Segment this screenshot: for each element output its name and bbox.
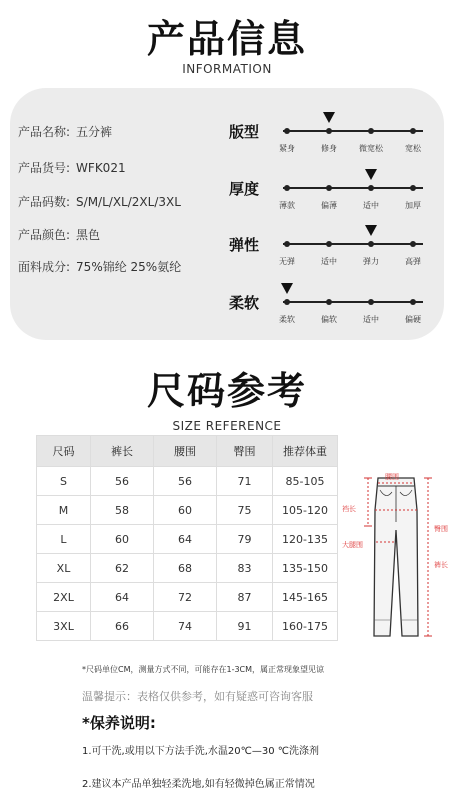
scale-tick-label: 柔软	[279, 315, 295, 324]
scale-dot	[284, 185, 290, 191]
scale-dot	[410, 241, 416, 247]
header-cell: 尺码	[37, 436, 91, 467]
info-row-name	[18, 123, 112, 140]
table-cell: 71	[217, 467, 273, 496]
table-cell: 91	[217, 612, 273, 641]
size-table	[36, 435, 338, 641]
table-row	[37, 583, 338, 612]
care-item: 2.建议本产品单独轻柔洗地,如有轻微掉色属正常情况	[82, 779, 315, 790]
scale-dot	[368, 241, 374, 247]
table-row	[37, 525, 338, 554]
size-reference-subtitle: SIZE REFERENCE	[172, 419, 282, 433]
table-cell: 75	[217, 496, 273, 525]
product-info-subtitle: INFORMATION	[182, 62, 272, 76]
info-label: 产品颜色:	[18, 228, 71, 242]
table-cell: 58	[91, 496, 154, 525]
scale-tick-label: 偏软	[321, 315, 337, 324]
scale-marker-icon	[365, 225, 377, 236]
info-value: 黑色	[76, 228, 101, 242]
info-value: 75%锦纶 25%氨纶	[76, 260, 182, 274]
table-cell: 3XL	[37, 612, 91, 641]
scale-name: 柔软	[229, 294, 260, 312]
table-cell: XL	[37, 554, 91, 583]
table-cell: 56	[91, 467, 154, 496]
info-value: S/M/L/XL/2XL/3XL	[76, 195, 181, 209]
scale-marker-icon	[281, 283, 293, 294]
scale-tick-label: 适中	[321, 257, 337, 266]
scale-name: 版型	[229, 123, 260, 141]
product-info-title: 产品信息	[146, 17, 307, 61]
label-length: 裤长	[434, 561, 448, 569]
info-row-fabric	[18, 258, 181, 275]
scale-dot	[368, 185, 374, 191]
scale-tick-label: 微宽松	[359, 144, 383, 153]
scale-dot	[326, 299, 332, 305]
scale-line	[283, 187, 423, 189]
scale-tick-label: 弹力	[363, 257, 379, 266]
size-table-wrapper	[36, 435, 338, 641]
scale-dot	[326, 241, 332, 247]
table-cell: 68	[154, 554, 217, 583]
table-cell: 60	[91, 525, 154, 554]
table-cell: 2XL	[37, 583, 91, 612]
label-rise: 裆长	[342, 505, 356, 513]
table-cell: 145-165	[273, 583, 338, 612]
scale-tick-label: 适中	[363, 201, 379, 210]
table-cell: 85-105	[273, 467, 338, 496]
info-label: 产品名称:	[18, 125, 71, 139]
table-cell: 60	[154, 496, 217, 525]
scale-tick-label: 修身	[321, 144, 337, 153]
info-row-sku	[18, 159, 126, 176]
scale-dot	[368, 128, 374, 134]
scale-tick-label: 偏硬	[405, 315, 421, 324]
info-row-sizes	[18, 193, 181, 210]
scale-line	[283, 301, 423, 303]
header-cell: 推荐体重	[273, 436, 338, 467]
table-cell: 79	[217, 525, 273, 554]
header-cell: 腰围	[154, 436, 217, 467]
care-title: *保养说明:	[82, 714, 156, 732]
table-cell: 87	[217, 583, 273, 612]
scale-line	[283, 130, 423, 132]
table-cell: 64	[91, 583, 154, 612]
info-value: WFK021	[76, 161, 126, 175]
info-label: 面料成分:	[18, 260, 71, 274]
scale-dot	[410, 128, 416, 134]
info-row-color	[18, 226, 100, 243]
scale-dot	[284, 128, 290, 134]
scale-tick-label: 加厚	[405, 201, 421, 210]
scale-line	[283, 243, 423, 245]
scale-tick-label: 宽松	[405, 144, 421, 153]
size-table-header-row	[37, 436, 338, 467]
table-cell: M	[37, 496, 91, 525]
unit-note: *尺码单位CM，测量方式不同，可能存在1-3CM，属正常现象望见谅	[82, 665, 325, 674]
label-waist: 腰围	[385, 473, 399, 481]
scale-dot	[284, 241, 290, 247]
table-cell: 120-135	[273, 525, 338, 554]
scale-dot	[410, 299, 416, 305]
scale-dot	[368, 299, 374, 305]
table-cell: 56	[154, 467, 217, 496]
info-label: 产品货号:	[18, 161, 71, 175]
label-hip: 臀围	[434, 525, 448, 533]
table-row	[37, 612, 338, 641]
size-reference-title: 尺码参考	[146, 369, 307, 413]
table-cell: S	[37, 467, 91, 496]
scale-dot	[284, 299, 290, 305]
size-table-body	[37, 467, 338, 641]
scale-marker-icon	[365, 169, 377, 180]
scale-marker-icon	[323, 112, 335, 123]
header-cell: 裤长	[91, 436, 154, 467]
warm-tip: 温馨提示：表格仅供参考，如有疑惑可咨询客服	[82, 690, 313, 703]
scale-tick-label: 高弹	[405, 257, 421, 266]
table-cell: 74	[154, 612, 217, 641]
scale-dot	[326, 128, 332, 134]
scale-name: 弹性	[229, 236, 260, 254]
scale-tick-label: 适中	[363, 315, 379, 324]
scale-tick-label: 薄款	[279, 201, 295, 210]
pants-diagram	[338, 460, 454, 645]
table-cell: 72	[154, 583, 217, 612]
header-cell: 臀围	[217, 436, 273, 467]
scale-dot	[326, 185, 332, 191]
table-cell: 64	[154, 525, 217, 554]
scale-dot	[410, 185, 416, 191]
info-value: 五分裤	[76, 125, 113, 139]
table-cell: 66	[91, 612, 154, 641]
table-cell: 83	[217, 554, 273, 583]
table-row	[37, 467, 338, 496]
table-cell: 105-120	[273, 496, 338, 525]
table-cell: 160-175	[273, 612, 338, 641]
scale-tick-label: 紧身	[279, 144, 295, 153]
table-cell: 62	[91, 554, 154, 583]
table-cell: L	[37, 525, 91, 554]
info-label: 产品码数:	[18, 195, 71, 209]
scale-name: 厚度	[229, 180, 260, 198]
care-item: 1.可干洗,或用以下方法手洗,水温20℃—30 ℃洗涤剂	[82, 746, 319, 757]
table-row	[37, 496, 338, 525]
table-cell: 135-150	[273, 554, 338, 583]
table-row	[37, 554, 338, 583]
scale-tick-label: 无弹	[279, 257, 295, 266]
label-thigh: 大腿围	[342, 541, 363, 549]
pants-outline	[338, 460, 454, 645]
scale-tick-label: 偏薄	[321, 201, 337, 210]
